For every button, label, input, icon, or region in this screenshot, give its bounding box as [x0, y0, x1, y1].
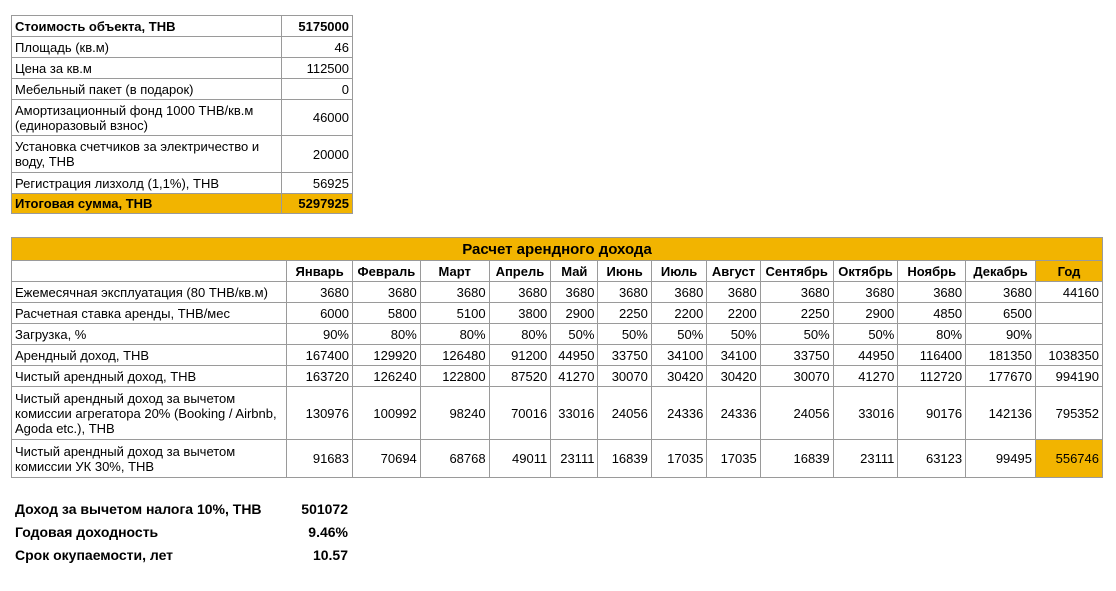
month-value-cell: 90% — [287, 324, 353, 345]
month-value-cell: 30420 — [707, 366, 760, 387]
month-value-cell: 3680 — [966, 282, 1036, 303]
month-value-cell: 49011 — [489, 440, 551, 478]
month-value-cell: 3680 — [898, 282, 966, 303]
row-label: Чистый арендный доход, ТНВ — [12, 366, 287, 387]
summary-row — [11, 521, 352, 544]
month-header-row — [12, 261, 1103, 282]
month-value-cell: 80% — [353, 324, 421, 345]
month-value-cell: 181350 — [966, 345, 1036, 366]
month-value-cell: 3800 — [489, 303, 551, 324]
month-value-cell: 33750 — [598, 345, 651, 366]
month-value-cell: 80% — [898, 324, 966, 345]
month-value-cell: 23111 — [833, 440, 898, 478]
table-row — [12, 173, 353, 194]
month-value-cell: 30070 — [598, 366, 651, 387]
month-value-cell: 122800 — [420, 366, 489, 387]
year-total-cell — [1035, 303, 1102, 324]
month-value-cell: 33016 — [551, 387, 598, 440]
month-value-cell: 130976 — [287, 387, 353, 440]
month-value-cell: 24056 — [598, 387, 651, 440]
furniture-label: Мебельный пакет (в подарок) — [12, 79, 282, 100]
month-value-cell: 98240 — [420, 387, 489, 440]
table-row — [12, 79, 353, 100]
month-value-cell: 2250 — [760, 303, 833, 324]
cost-value: 5175000 — [282, 16, 353, 37]
table-row — [12, 100, 353, 136]
rental-income-table — [11, 237, 1103, 478]
annual-yield-label: Годовая доходность — [15, 524, 159, 540]
month-value-cell: 5100 — [420, 303, 489, 324]
price-per-sqm-label: Цена за кв.м — [12, 58, 282, 79]
month-value-cell: 90% — [966, 324, 1036, 345]
month-header: Январь — [287, 261, 353, 282]
month-header: Июль — [651, 261, 706, 282]
year-total-cell — [1035, 324, 1102, 345]
net-income-after-tax-label: Доход за вычетом налога 10%, ТНВ — [15, 501, 262, 517]
month-value-cell: 50% — [707, 324, 760, 345]
payback-period-value: 10.57 — [312, 547, 348, 563]
table-row — [12, 440, 1103, 478]
table-title-row — [12, 238, 1103, 261]
meters-label: Установка счетчиков за электричество и воду, ТНВ — [12, 136, 282, 173]
empty-header-cell — [12, 261, 287, 282]
year-total-cell: 795352 — [1035, 387, 1102, 440]
month-header: Декабрь — [966, 261, 1036, 282]
row-label: Чистый арендный доход за вычетом комиссии агрегатора 20% (Booking / Airbnb, Agoda etc.), ТНВ — [12, 387, 287, 440]
month-value-cell: 129920 — [353, 345, 421, 366]
payback-period-label: Срок окупаемости, лет — [15, 547, 174, 563]
table-row — [12, 16, 353, 37]
month-value-cell: 70694 — [353, 440, 421, 478]
month-value-cell: 50% — [598, 324, 651, 345]
table-row — [12, 194, 353, 214]
month-value-cell: 3680 — [420, 282, 489, 303]
month-value-cell: 30070 — [760, 366, 833, 387]
object-cost-table — [11, 15, 353, 214]
month-value-cell: 50% — [833, 324, 898, 345]
month-value-cell: 2200 — [651, 303, 706, 324]
meters-value: 20000 — [282, 136, 353, 173]
summary-row — [11, 544, 352, 567]
row-label: Чистый арендный доход за вычетом комиссии УК 30%, ТНВ — [12, 440, 287, 478]
month-header: Сентябрь — [760, 261, 833, 282]
table-row — [12, 282, 1103, 303]
leasehold-label: Регистрация лизхолд (1,1%), ТНВ — [12, 173, 282, 194]
month-header: Октябрь — [833, 261, 898, 282]
month-header: Март — [420, 261, 489, 282]
table-title: Расчет арендного дохода — [12, 238, 1103, 261]
month-value-cell: 177670 — [966, 366, 1036, 387]
month-value-cell: 34100 — [707, 345, 760, 366]
month-value-cell: 44950 — [833, 345, 898, 366]
year-total-cell: 44160 — [1035, 282, 1102, 303]
row-label: Загрузка, % — [12, 324, 287, 345]
month-value-cell: 16839 — [598, 440, 651, 478]
month-value-cell: 3680 — [760, 282, 833, 303]
month-value-cell: 3680 — [707, 282, 760, 303]
table-row — [12, 37, 353, 58]
month-value-cell: 24336 — [707, 387, 760, 440]
month-value-cell: 3680 — [598, 282, 651, 303]
leasehold-value: 56925 — [282, 173, 353, 194]
furniture-value: 0 — [282, 79, 353, 100]
month-value-cell: 5800 — [353, 303, 421, 324]
area-value: 46 — [282, 37, 353, 58]
row-label: Расчетная ставка аренды, ТНВ/мес — [12, 303, 287, 324]
total-value: 5297925 — [282, 194, 353, 214]
month-value-cell: 16839 — [760, 440, 833, 478]
summary-block — [11, 498, 352, 567]
summary-row — [11, 498, 352, 521]
price-per-sqm-value: 112500 — [282, 58, 353, 79]
table-row — [12, 58, 353, 79]
month-value-cell: 126480 — [420, 345, 489, 366]
month-value-cell: 33016 — [833, 387, 898, 440]
month-value-cell: 41270 — [551, 366, 598, 387]
year-total-cell: 994190 — [1035, 366, 1102, 387]
amortization-value: 46000 — [282, 100, 353, 136]
year-total-cell: 556746 — [1035, 440, 1102, 478]
month-value-cell: 80% — [420, 324, 489, 345]
month-header: Май — [551, 261, 598, 282]
month-value-cell: 50% — [651, 324, 706, 345]
month-value-cell: 2900 — [551, 303, 598, 324]
month-value-cell: 87520 — [489, 366, 551, 387]
amortization-label: Амортизационный фонд 1000 ТНВ/кв.м (единоразовый взнос) — [12, 100, 282, 136]
month-header: Апрель — [489, 261, 551, 282]
month-value-cell: 3680 — [551, 282, 598, 303]
month-header: Август — [707, 261, 760, 282]
month-value-cell: 167400 — [287, 345, 353, 366]
month-value-cell: 2200 — [707, 303, 760, 324]
month-value-cell: 163720 — [287, 366, 353, 387]
month-value-cell: 41270 — [833, 366, 898, 387]
month-value-cell: 112720 — [898, 366, 966, 387]
month-value-cell: 34100 — [651, 345, 706, 366]
table-row — [12, 366, 1103, 387]
month-value-cell: 3680 — [833, 282, 898, 303]
month-value-cell: 6500 — [966, 303, 1036, 324]
month-value-cell: 2250 — [598, 303, 651, 324]
month-header: Февраль — [353, 261, 421, 282]
table-row — [12, 345, 1103, 366]
month-value-cell: 6000 — [287, 303, 353, 324]
month-value-cell: 3680 — [489, 282, 551, 303]
month-value-cell: 50% — [551, 324, 598, 345]
month-value-cell: 30420 — [651, 366, 706, 387]
month-value-cell: 70016 — [489, 387, 551, 440]
month-value-cell: 33750 — [760, 345, 833, 366]
table-row — [12, 324, 1103, 345]
row-label: Ежемесячная эксплуатация (80 ТНВ/кв.м) — [12, 282, 287, 303]
month-value-cell: 68768 — [420, 440, 489, 478]
table-row — [12, 303, 1103, 324]
month-value-cell: 63123 — [898, 440, 966, 478]
annual-yield-value: 9.46% — [308, 524, 348, 540]
month-header: Июнь — [598, 261, 651, 282]
month-value-cell: 91683 — [287, 440, 353, 478]
month-value-cell: 4850 — [898, 303, 966, 324]
table-row — [12, 387, 1103, 440]
month-value-cell: 80% — [489, 324, 551, 345]
month-value-cell: 126240 — [353, 366, 421, 387]
month-value-cell: 90176 — [898, 387, 966, 440]
month-value-cell: 23111 — [551, 440, 598, 478]
net-income-after-tax-value: 501072 — [301, 501, 348, 517]
year-header: Год — [1035, 261, 1102, 282]
cost-label: Стоимость объекта, ТНВ — [12, 16, 282, 37]
month-value-cell: 2900 — [833, 303, 898, 324]
month-header: Ноябрь — [898, 261, 966, 282]
month-value-cell: 50% — [760, 324, 833, 345]
month-value-cell: 91200 — [489, 345, 551, 366]
total-label: Итоговая сумма, ТНВ — [12, 194, 282, 214]
month-value-cell: 3680 — [287, 282, 353, 303]
month-value-cell: 142136 — [966, 387, 1036, 440]
month-value-cell: 116400 — [898, 345, 966, 366]
area-label: Площадь (кв.м) — [12, 37, 282, 58]
month-value-cell: 24056 — [760, 387, 833, 440]
month-value-cell: 24336 — [651, 387, 706, 440]
row-label: Арендный доход, ТНВ — [12, 345, 287, 366]
month-value-cell: 3680 — [353, 282, 421, 303]
month-value-cell: 17035 — [651, 440, 706, 478]
month-value-cell: 3680 — [651, 282, 706, 303]
month-value-cell: 44950 — [551, 345, 598, 366]
month-value-cell: 99495 — [966, 440, 1036, 478]
month-value-cell: 100992 — [353, 387, 421, 440]
year-total-cell: 1038350 — [1035, 345, 1102, 366]
table-row — [12, 136, 353, 173]
month-value-cell: 17035 — [707, 440, 760, 478]
